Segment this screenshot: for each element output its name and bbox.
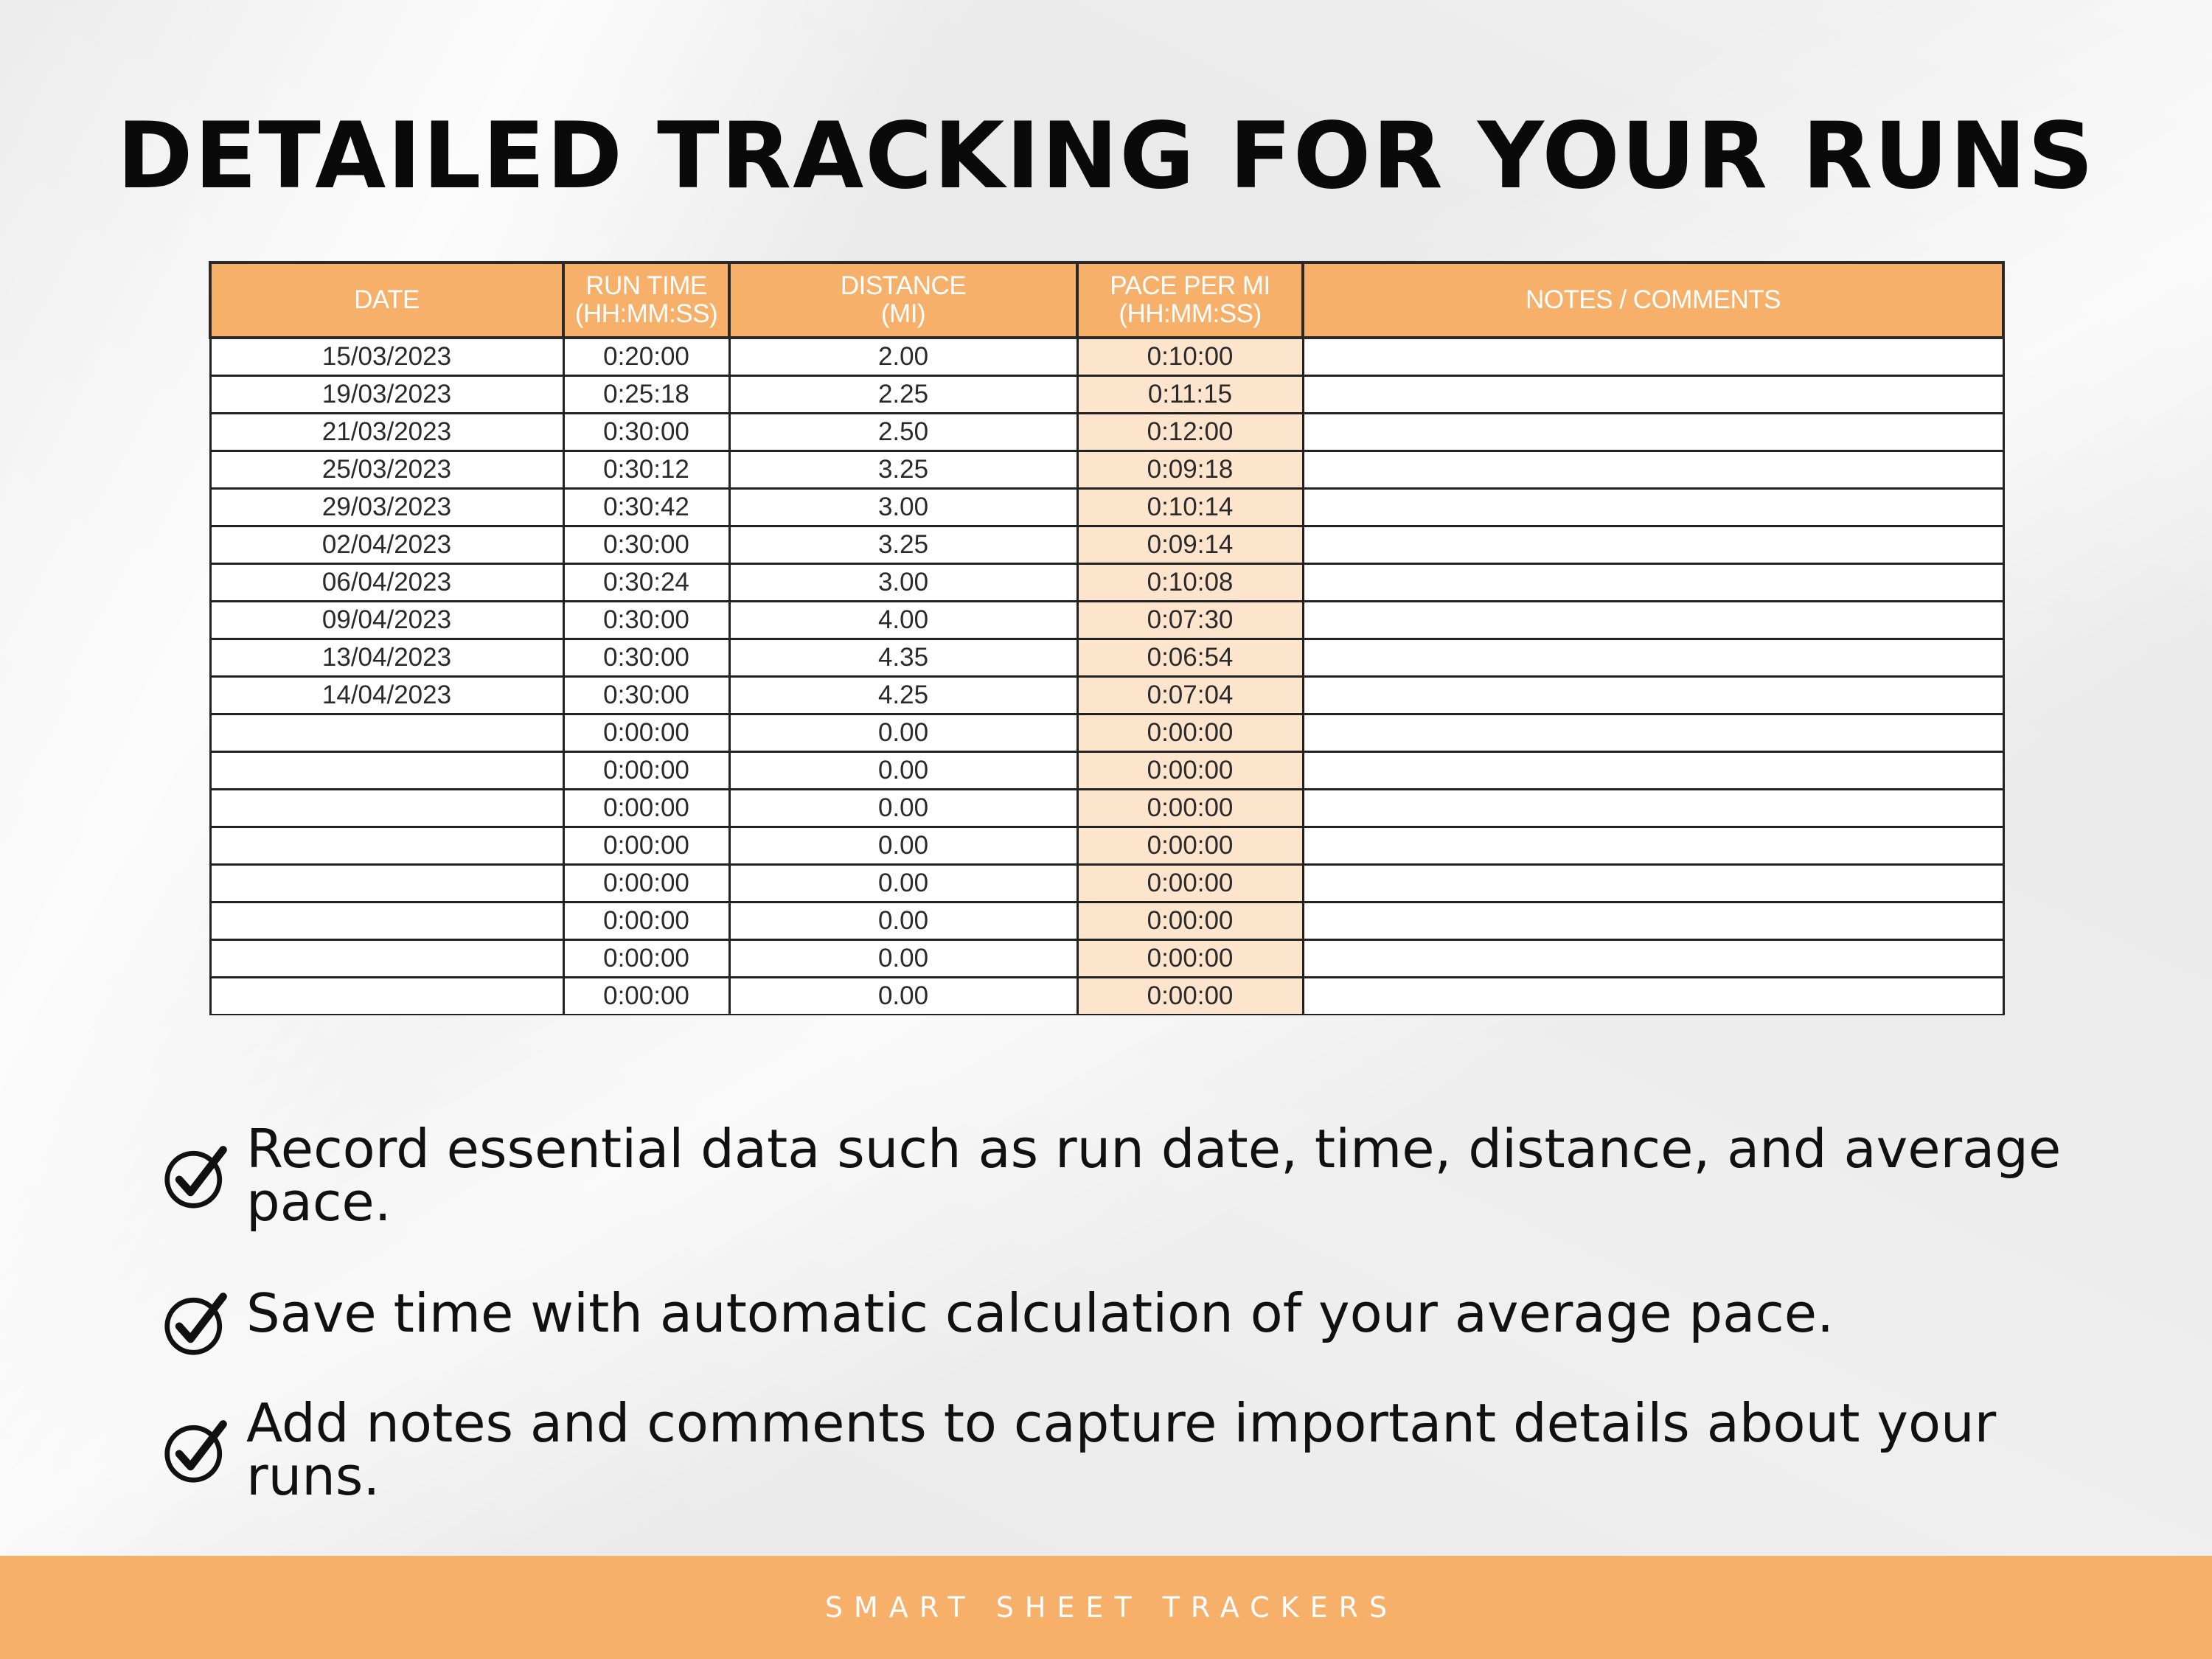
- feature-text-auto-calc: Save time with automatic calculation of your average pace.: [246, 1282, 1834, 1344]
- cell-notes[interactable]: [1303, 338, 2003, 376]
- table-row: [210, 714, 2003, 752]
- cell-notes[interactable]: [1303, 902, 2003, 940]
- cell-notes[interactable]: [1303, 790, 2003, 827]
- cell-date[interactable]: 09/04/2023: [210, 602, 563, 639]
- header-pace-unit: (HH:MM:SS): [1119, 299, 1262, 328]
- table-row: [210, 902, 2003, 940]
- header-notes-label: NOTES / COMMENTS: [1526, 285, 1781, 314]
- cell-run-time[interactable]: 0:25:18: [563, 376, 729, 414]
- cell-distance[interactable]: 0.00: [729, 865, 1077, 902]
- header-distance-label: DISTANCE: [840, 271, 967, 300]
- cell-run-time[interactable]: 0:00:00: [563, 752, 729, 790]
- cell-run-time[interactable]: 0:00:00: [563, 714, 729, 752]
- table-row: [210, 526, 2003, 564]
- feature-bullet-auto-calc: [162, 1282, 2090, 1357]
- table-row: [210, 489, 2003, 526]
- check-circle-icon: [162, 1287, 233, 1357]
- cell-notes[interactable]: [1303, 564, 2003, 602]
- feature-bullet-record: [162, 1118, 2090, 1233]
- cell-date[interactable]: 19/03/2023: [210, 376, 563, 414]
- cell-notes[interactable]: [1303, 639, 2003, 677]
- table-row: [210, 940, 2003, 978]
- table-row: [210, 602, 2003, 639]
- table-header-row: [210, 262, 2003, 338]
- table-row: [210, 677, 2003, 714]
- cell-run-time[interactable]: 0:30:00: [563, 639, 729, 677]
- cell-pace[interactable]: 0:06:54: [1077, 639, 1303, 677]
- table-row: [210, 414, 2003, 451]
- cell-distance[interactable]: 4.25: [729, 677, 1077, 714]
- cell-pace[interactable]: 0:09:18: [1077, 451, 1303, 489]
- cell-distance[interactable]: 0.00: [729, 978, 1077, 1015]
- table-row: [210, 564, 2003, 602]
- page-title: DETAILED TRACKING FOR YOUR RUNS: [116, 103, 2096, 209]
- cell-pace[interactable]: 0:10:08: [1077, 564, 1303, 602]
- check-circle-icon: [162, 1140, 233, 1211]
- feature-text-record: Record essential data such as run date, time, distance, and average pace.: [246, 1118, 2062, 1233]
- cell-date[interactable]: 25/03/2023: [210, 451, 563, 489]
- cell-distance[interactable]: 4.00: [729, 602, 1077, 639]
- cell-date[interactable]: 13/04/2023: [210, 639, 563, 677]
- cell-distance[interactable]: 0.00: [729, 902, 1077, 940]
- table-row: [210, 376, 2003, 414]
- table-body: [210, 338, 2003, 1015]
- table-row: [210, 790, 2003, 827]
- cell-date[interactable]: [210, 714, 563, 752]
- cell-date[interactable]: 21/03/2023: [210, 414, 563, 451]
- table-row: [210, 865, 2003, 902]
- cell-pace[interactable]: 0:00:00: [1077, 790, 1303, 827]
- table-row: [210, 827, 2003, 865]
- cell-pace[interactable]: 0:00:00: [1077, 865, 1303, 902]
- cell-run-time[interactable]: 0:30:00: [563, 677, 729, 714]
- cell-pace[interactable]: 0:10:14: [1077, 489, 1303, 526]
- cell-notes[interactable]: [1303, 376, 2003, 414]
- footer-banner: [0, 1556, 2212, 1659]
- cell-notes[interactable]: [1303, 451, 2003, 489]
- cell-notes[interactable]: [1303, 865, 2003, 902]
- cell-run-time[interactable]: 0:00:00: [563, 865, 729, 902]
- cell-date[interactable]: [210, 865, 563, 902]
- cell-date[interactable]: [210, 752, 563, 790]
- header-pace-label: PACE PER MI: [1110, 271, 1270, 300]
- header-date-label: DATE: [354, 285, 420, 314]
- cell-distance[interactable]: 0.00: [729, 752, 1077, 790]
- cell-date[interactable]: 02/04/2023: [210, 526, 563, 564]
- cell-date[interactable]: [210, 827, 563, 865]
- cell-distance[interactable]: 3.25: [729, 526, 1077, 564]
- table-row: [210, 338, 2003, 376]
- cell-run-time[interactable]: 0:30:00: [563, 526, 729, 564]
- cell-pace[interactable]: 0:07:04: [1077, 677, 1303, 714]
- footer-brand: SMART SHEET TRACKERS: [824, 1591, 1399, 1624]
- cell-run-time[interactable]: 0:30:42: [563, 489, 729, 526]
- run-log-table: [209, 261, 2005, 1015]
- header-pace[interactable]: [1077, 262, 1303, 338]
- cell-notes[interactable]: [1303, 414, 2003, 451]
- table-row: [210, 451, 2003, 489]
- cell-notes[interactable]: [1303, 827, 2003, 865]
- cell-pace[interactable]: 0:00:00: [1077, 752, 1303, 790]
- cell-date[interactable]: [210, 940, 563, 978]
- header-run-time-label: RUN TIME: [585, 271, 707, 300]
- feature-bullet-notes: [162, 1392, 2090, 1507]
- table-row: [210, 752, 2003, 790]
- cell-pace[interactable]: 0:00:00: [1077, 714, 1303, 752]
- cell-date[interactable]: [210, 790, 563, 827]
- cell-run-time[interactable]: 0:00:00: [563, 978, 729, 1015]
- cell-run-time[interactable]: 0:30:12: [563, 451, 729, 489]
- cell-notes[interactable]: [1303, 602, 2003, 639]
- cell-distance[interactable]: 0.00: [729, 827, 1077, 865]
- header-run-time-unit: (HH:MM:SS): [574, 299, 718, 328]
- cell-notes[interactable]: [1303, 526, 2003, 564]
- header-distance-unit: (MI): [880, 299, 926, 328]
- check-circle-icon: [162, 1414, 233, 1485]
- feature-text-notes: Add notes and comments to capture important details about your runs.: [246, 1392, 1997, 1507]
- cell-date[interactable]: [210, 978, 563, 1015]
- cell-pace[interactable]: 0:09:14: [1077, 526, 1303, 564]
- table-row: [210, 978, 2003, 1015]
- cell-distance[interactable]: 0.00: [729, 790, 1077, 827]
- cell-run-time[interactable]: 0:00:00: [563, 940, 729, 978]
- cell-date[interactable]: 14/04/2023: [210, 677, 563, 714]
- cell-distance[interactable]: 4.35: [729, 639, 1077, 677]
- cell-distance[interactable]: 3.25: [729, 451, 1077, 489]
- table-row: [210, 639, 2003, 677]
- cell-date[interactable]: 15/03/2023: [210, 338, 563, 376]
- cell-date[interactable]: 29/03/2023: [210, 489, 563, 526]
- cell-date[interactable]: 06/04/2023: [210, 564, 563, 602]
- cell-distance[interactable]: 3.00: [729, 564, 1077, 602]
- cell-pace[interactable]: 0:00:00: [1077, 940, 1303, 978]
- cell-run-time[interactable]: 0:30:00: [563, 414, 729, 451]
- cell-run-time[interactable]: 0:00:00: [563, 902, 729, 940]
- cell-pace[interactable]: 0:00:00: [1077, 978, 1303, 1015]
- cell-pace[interactable]: 0:00:00: [1077, 827, 1303, 865]
- cell-run-time[interactable]: 0:00:00: [563, 790, 729, 827]
- cell-distance[interactable]: 2.00: [729, 338, 1077, 376]
- cell-run-time[interactable]: 0:00:00: [563, 827, 729, 865]
- cell-pace[interactable]: 0:07:30: [1077, 602, 1303, 639]
- cell-distance[interactable]: 2.50: [729, 414, 1077, 451]
- cell-pace[interactable]: 0:10:00: [1077, 338, 1303, 376]
- cell-notes[interactable]: [1303, 677, 2003, 714]
- cell-run-time[interactable]: 0:30:24: [563, 564, 729, 602]
- header-date[interactable]: [210, 262, 563, 338]
- cell-date[interactable]: [210, 902, 563, 940]
- cell-distance[interactable]: 2.25: [729, 376, 1077, 414]
- cell-pace[interactable]: 0:00:00: [1077, 902, 1303, 940]
- cell-notes[interactable]: [1303, 489, 2003, 526]
- header-distance[interactable]: [729, 262, 1077, 338]
- cell-run-time[interactable]: 0:20:00: [563, 338, 729, 376]
- run-log-spreadsheet: [209, 261, 2005, 1015]
- cell-distance[interactable]: 3.00: [729, 489, 1077, 526]
- cell-notes[interactable]: [1303, 752, 2003, 790]
- cell-distance[interactable]: 0.00: [729, 714, 1077, 752]
- cell-notes[interactable]: [1303, 940, 2003, 978]
- cell-pace[interactable]: 0:11:15: [1077, 376, 1303, 414]
- header-notes[interactable]: [1303, 262, 2003, 338]
- cell-run-time[interactable]: 0:30:00: [563, 602, 729, 639]
- cell-notes[interactable]: [1303, 978, 2003, 1015]
- cell-notes[interactable]: [1303, 714, 2003, 752]
- header-run-time[interactable]: [563, 262, 729, 338]
- cell-distance[interactable]: 0.00: [729, 940, 1077, 978]
- cell-pace[interactable]: 0:12:00: [1077, 414, 1303, 451]
